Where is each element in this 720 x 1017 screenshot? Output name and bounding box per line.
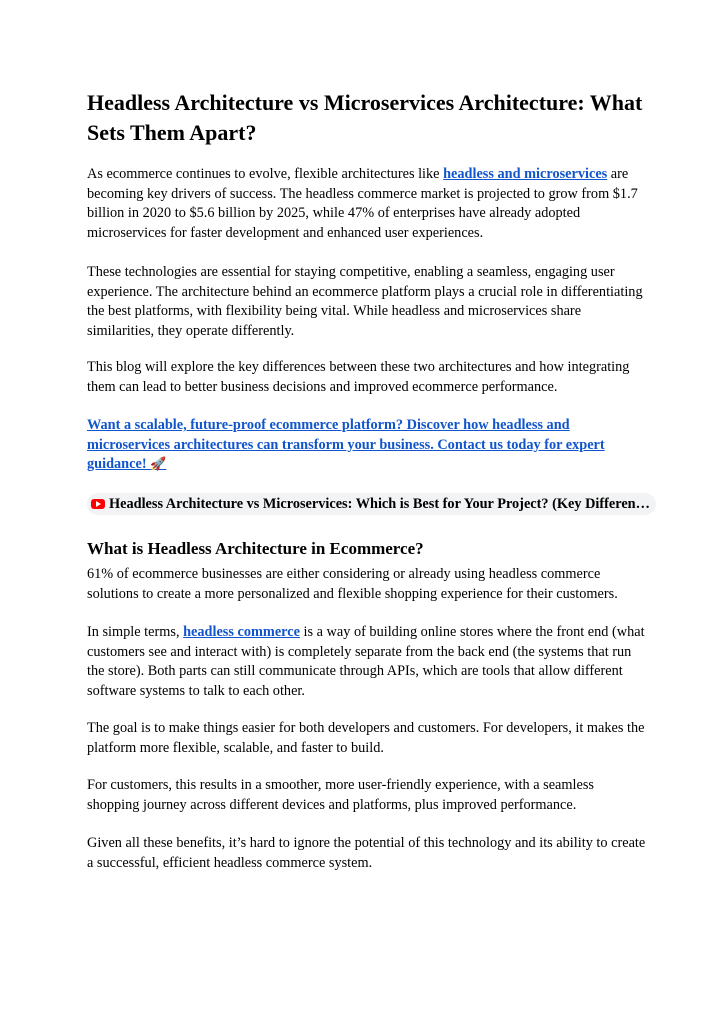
intro-text-after: are becoming key drivers of success. The headless commerce market is projected to grow from $1.7 billion in 2020 to $5.6 billion by 2025, while 47% of enterprises have already adopted microservices for faster development and enhanced user experiences. (87, 166, 638, 241)
headless-microservices-link[interactable]: headless and microservices (443, 166, 608, 182)
headless-commerce-link[interactable]: headless commerce (183, 624, 300, 640)
cta-text: Want a scalable, future-proof ecommerce platform? Discover how headless and microservices architectures can transform your business. Contact us today for expert guidance! (87, 417, 605, 472)
intro-text-before: As ecommerce continues to evolve, flexible architectures like (87, 166, 444, 182)
youtube-video-chip[interactable] (87, 493, 656, 515)
cta-paragraph[interactable] (87, 416, 647, 475)
paragraph-stat: 61% of ecommerce businesses are either considering or already using headless commerce solutions to create a more personalized and flexible shopping experience for their customers. (87, 566, 618, 602)
video-chip-label: Headless Architecture vs Microservices: Which is Best for Your Project? (Key Differen… (109, 495, 650, 512)
paragraph-simple-terms (87, 623, 647, 701)
intro-paragraph (87, 165, 647, 243)
youtube-icon (91, 499, 105, 509)
paragraph-technologies: These technologies are essential for staying competitive, enabling a seamless, engaging user experience. The architecture behind an ecommerce platform plays a crucial role in differentiating the best platforms, with flexibility being vital. While headless and microservices share similarities, they operate differently. (87, 264, 643, 339)
page-title: Headless Architecture vs Microservices Architecture: What Sets Them Apart? (87, 90, 643, 145)
cta-link[interactable] (87, 417, 605, 472)
paragraph-benefits: Given all these benefits, it’s hard to ignore the potential of this technology and its ability to create a successful, efficient headless commerce system. (87, 835, 646, 871)
paragraph-customers: For customers, this results in a smoother, more user-friendly experience, with a seamless shopping journey across different devices and platforms, plus improved performance. (87, 777, 594, 813)
rocket-icon: 🚀 (150, 457, 167, 472)
paragraph-blog-overview: This blog will explore the key differences between these two architectures and how integrating them can lead to better business decisions and improved ecommerce performance. (87, 359, 630, 395)
section-heading: What is Headless Architecture in Ecommerce? (87, 539, 424, 558)
simple-terms-before: In simple terms, (87, 624, 184, 640)
simple-terms-after: is a way of building online stores where the front end (what customers see and interact with) is completely separate from the back end (the systems that run the store). Both parts can still communicate through APIs, which are tools that allow different software systems to talk to each other. (87, 624, 645, 699)
paragraph-goal: The goal is to make things easier for both developers and customers. For developers, it makes the platform more flexible, scalable, and faster to build. (87, 720, 645, 756)
